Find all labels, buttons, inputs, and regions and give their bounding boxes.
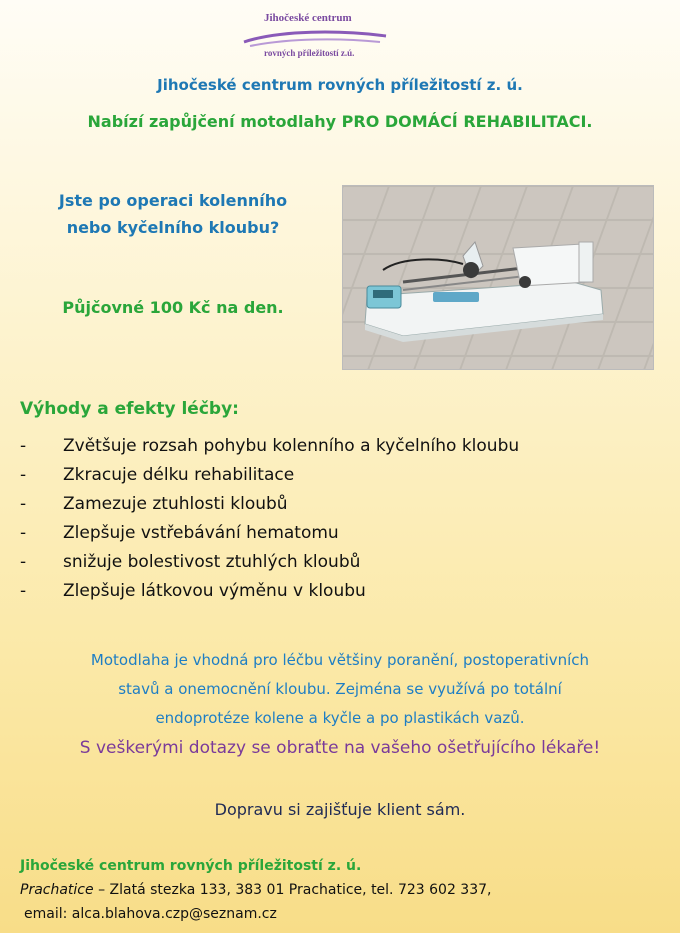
description-line-2: stavů a onemocnění kloubu. Zejména se využívá po totální xyxy=(118,680,562,698)
footer-email[interactable]: email: alca.blahova.czp@seznam.cz xyxy=(24,906,277,922)
description-paragraph xyxy=(0,646,680,733)
intro-question xyxy=(18,187,328,241)
logo-swoosh-icon xyxy=(240,28,390,50)
list-item-text: Zlepšuje vstřebávání hematomu xyxy=(63,523,339,543)
list-item-text: snižuje bolestivost ztuhlých kloubů xyxy=(63,552,361,572)
description-line-1: Motodlaha je vhodná pro léčbu většiny poranění, postoperativních xyxy=(90,651,590,669)
list-dash: - xyxy=(20,494,27,514)
device-photo xyxy=(342,185,654,370)
organization-logo xyxy=(240,6,400,62)
description-line-3: endoprotéze kolene a kyčle a po plastikách vazů. xyxy=(155,709,525,727)
list-dash: - xyxy=(20,436,27,456)
list-item xyxy=(20,490,660,519)
list-item-text: Zkracuje délku rehabilitace xyxy=(63,465,295,485)
organization-title: Jihočeské centrum rovných příležitostí z. ú. xyxy=(157,76,523,94)
footer-city: Prachatice xyxy=(20,882,94,898)
list-item xyxy=(20,461,660,490)
list-item xyxy=(20,432,660,461)
cpm-device-image xyxy=(343,186,653,369)
list-item xyxy=(20,548,660,577)
rental-price: Půjčovné 100 Kč na den. xyxy=(62,298,284,317)
list-item-text: Zvětšuje rozsah pohybu kolenního a kyčelního kloubu xyxy=(63,436,520,456)
offer-headline: Nabízí zapůjčení motodlahy PRO DOMÁCÍ REHABILITACI. xyxy=(87,112,593,131)
logo-line-2: rovných příležitostí z.ú. xyxy=(264,48,355,58)
transport-note: Dopravu si zajišťuje klient sám. xyxy=(214,800,466,819)
list-dash: - xyxy=(20,465,27,485)
question-line-1: Jste po operaci kolenního xyxy=(58,191,288,210)
logo-line-1: Jihočeské centrum xyxy=(264,12,352,24)
footer-organization: Jihočeské centrum rovných příležitostí z. ú. xyxy=(20,858,362,874)
doctor-callout: S veškerými dotazy se obraťte na vašeho ošetřujícího lékaře! xyxy=(79,738,601,758)
list-item-text: Zamezuje ztuhlosti kloubů xyxy=(63,494,288,514)
question-line-2: nebo kyčelního kloubu? xyxy=(66,218,280,237)
list-dash: - xyxy=(20,552,27,572)
list-item-text: Zlepšuje látkovou výměnu v kloubu xyxy=(63,581,366,601)
footer-address xyxy=(20,882,491,898)
footer-address-text: – Zlatá stezka 133, 383 01 Prachatice, tel. 723 602 337, xyxy=(93,882,492,898)
benefits-list xyxy=(20,432,660,606)
list-dash: - xyxy=(20,523,27,543)
list-dash: - xyxy=(20,581,27,601)
benefits-heading: Výhody a efekty léčby: xyxy=(20,399,239,419)
list-item xyxy=(20,577,660,606)
list-item xyxy=(20,519,660,548)
